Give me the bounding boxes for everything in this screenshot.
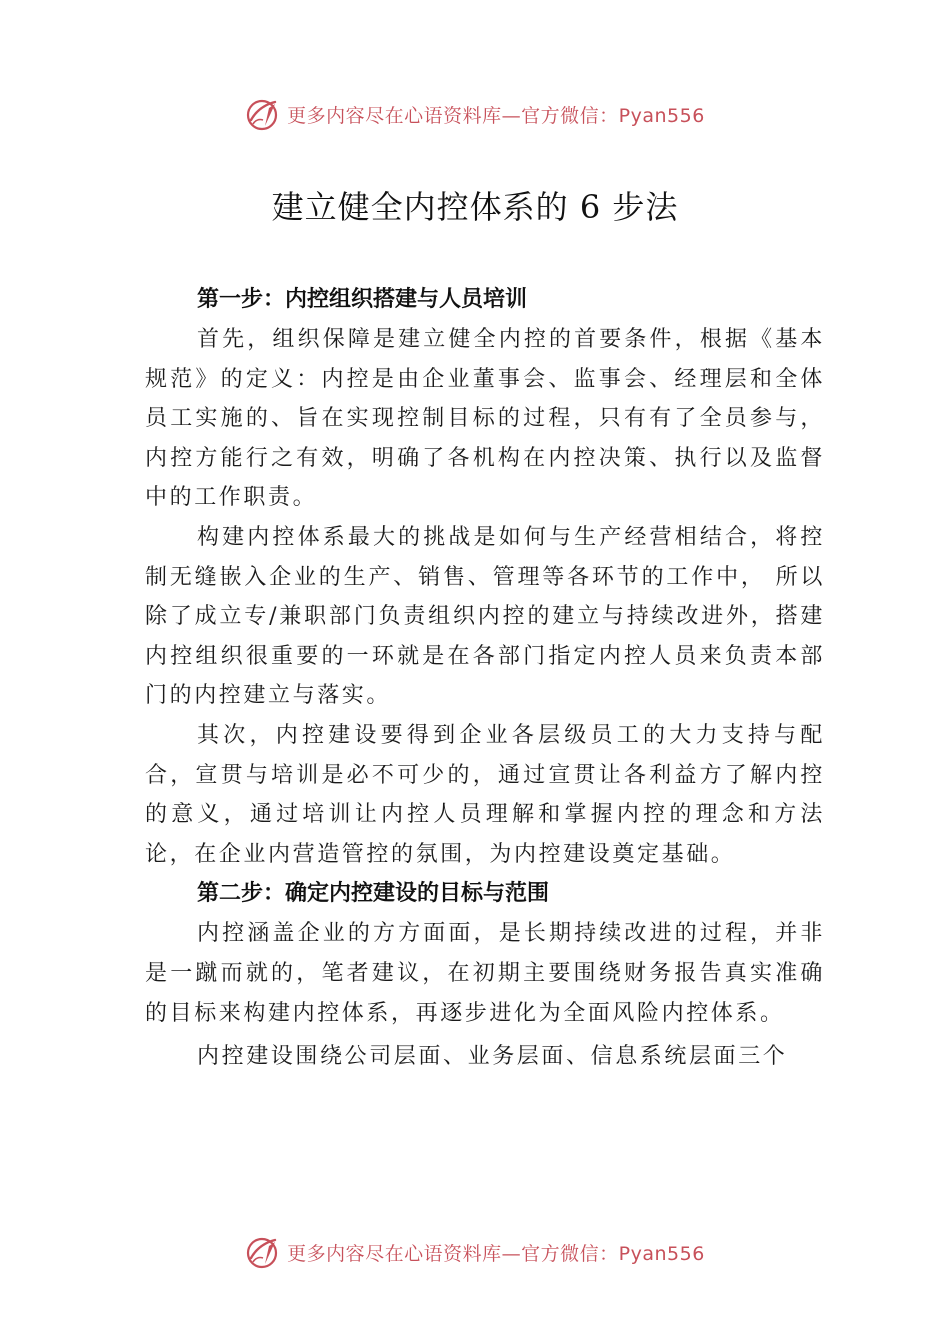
- section-heading: 第二步：确定内控建设的目标与范围: [197, 881, 550, 907]
- header-banner: [0, 94, 950, 134]
- document-title: 建立健全内控体系的 6 步法: [271, 188, 679, 226]
- paragraph: 内控建设围绕公司层面、业务层面、信息系统层面三个: [197, 1044, 788, 1070]
- banner-text: 更多内容尽在心语资料库—官方微信：Pyan556: [287, 1242, 705, 1265]
- banner-text: 更多内容尽在心语资料库—官方微信：Pyan556: [287, 104, 705, 127]
- footer-banner: [0, 1232, 950, 1272]
- section-heading: 第一步：内控组织搭建与人员培训: [197, 287, 528, 312]
- pen-logo-icon: [245, 1234, 281, 1270]
- paragraph: 构建内控体系最大的挑战是如何与生产经营相结合，将控制无缝嵌入企业的生产、销售、管理等各环节的工作中， 所以除了成立专/兼职部门负责组织内控的建立与持续改进外，搭建内控组织很重要的一环就是在各部门指定内控人员来负责本部门的内控建立与落实。: [145, 524, 825, 709]
- paragraph: 其次，内控建设要得到企业各层级员工的大力支持与配合，宣贯与培训是必不可少的，通过宣贯让各利益方了解内控的意义，通过培训让内控人员理解和掌握内控的理念和方法论，在企业内营造管控的氛围，为内控建设奠定基础。: [145, 722, 825, 867]
- pen-logo-icon: [245, 96, 281, 132]
- wechat-id: Pyan556: [618, 1242, 705, 1265]
- wechat-id: Pyan556: [618, 104, 705, 127]
- paragraph: 首先，组织保障是建立健全内控的首要条件，根据《基本规范》的定义：内控是由企业董事会、监事会、经理层和全体员工实施的、旨在实现控制目标的过程，只有有了全员参与，内控方能行之有效，明确了各机构在内控决策、执行以及监督中的工作职责。: [145, 327, 825, 511]
- paragraph: 内控涵盖企业的方方面面，是长期持续改进的过程，并非是一蹴而就的，笔者建议，在初期主要围绕财务报告真实准确的目标来构建内控体系，再逐步进化为全面风险内控体系。: [145, 921, 825, 1026]
- document-body: [145, 280, 825, 1077]
